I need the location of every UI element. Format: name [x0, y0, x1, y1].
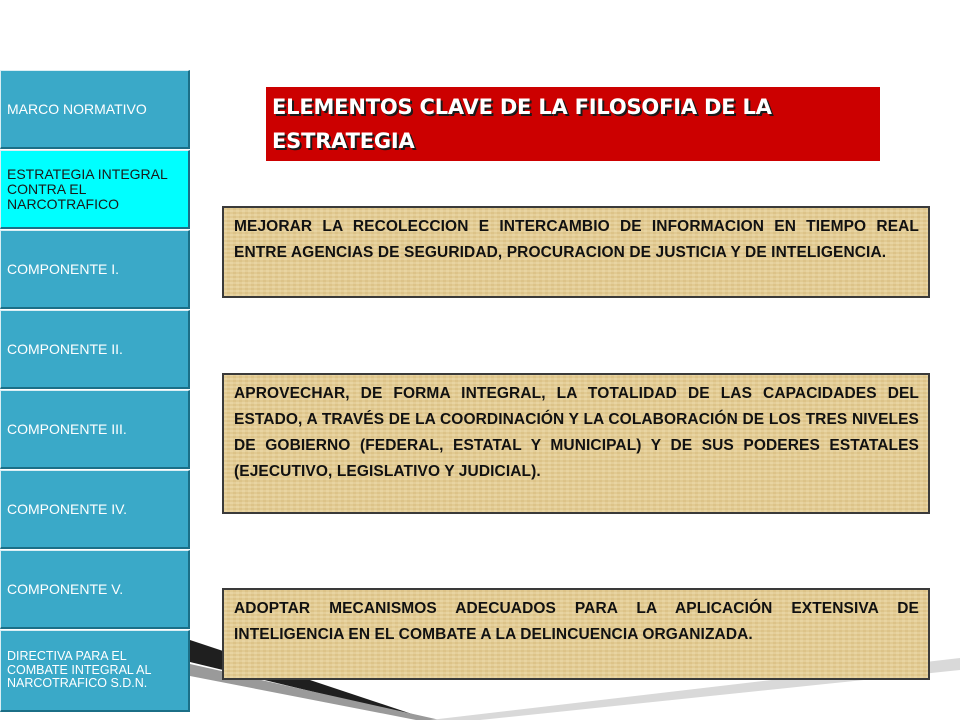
sidebar-item-label: COMPONENTE V. — [7, 580, 124, 597]
sidebar-item-label: MARCO NORMATIVO — [7, 100, 147, 117]
sidebar-item-label: COMPONENTE IV. — [7, 500, 128, 517]
sidebar-nav — [0, 70, 194, 712]
key-element-text: MEJORAR LA RECOLECCION E INTERCAMBIO DE INFORMACION EN TIEMPO REAL ENTRE AGENCIAS DE SEGURIDAD, PROCURACION DE JUSTICIA Y DE INTELIGENCIA. — [234, 218, 919, 261]
key-element-card-2 — [222, 373, 930, 514]
sidebar-item-marco-normativo[interactable] — [0, 70, 190, 149]
key-element-card-3 — [222, 588, 930, 680]
sidebar-item-componente-v[interactable] — [0, 550, 190, 629]
key-element-card-1 — [222, 206, 930, 298]
sidebar-item-estrategia-integral[interactable] — [0, 150, 190, 229]
sidebar-item-componente-ii[interactable] — [0, 310, 190, 389]
sidebar-item-componente-iv[interactable] — [0, 470, 190, 549]
sidebar-item-directiva[interactable] — [0, 630, 190, 712]
key-element-text: APROVECHAR, DE FORMA INTEGRAL, LA TOTALIDAD DE LAS CAPACIDADES DEL ESTADO, A TRAVÉS DE LA COORDINACIÓN Y LA COLABORACIÓN DE LOS TRES NIVELES DE GOBIERNO (FEDERAL, ESTATAL Y MUNICIPAL) Y DE SUS PODERES ESTATALES (EJECUTIVO, LEGISLATIVO Y JUDICIAL). — [234, 385, 919, 480]
sidebar-item-label: COMPONENTE I. — [7, 260, 120, 277]
sidebar-item-label: COMPONENTE II. — [7, 340, 123, 357]
page-title: ELEMENTOS CLAVE DE LA FILOSOFIA DE LA ESTRATEGIA — [266, 87, 880, 161]
sidebar-item-componente-i[interactable] — [0, 230, 190, 309]
sidebar-item-label: DIRECTIVA PARA EL COMBATE INTEGRAL AL NARCOTRAFICO S.D.N. — [7, 649, 152, 691]
sidebar-item-componente-iii[interactable] — [0, 390, 190, 469]
sidebar-item-label: COMPONENTE III. — [7, 420, 127, 437]
key-element-text: ADOPTAR MECANISMOS ADECUADOS PARA LA APLICACIÓN EXTENSIVA DE INTELIGENCIA EN EL COMBATE A LA DELINCUENCIA ORGANIZADA. — [234, 600, 919, 643]
sidebar-item-label: ESTRATEGIA INTEGRAL CONTRA EL NARCOTRAFICO — [7, 165, 168, 212]
